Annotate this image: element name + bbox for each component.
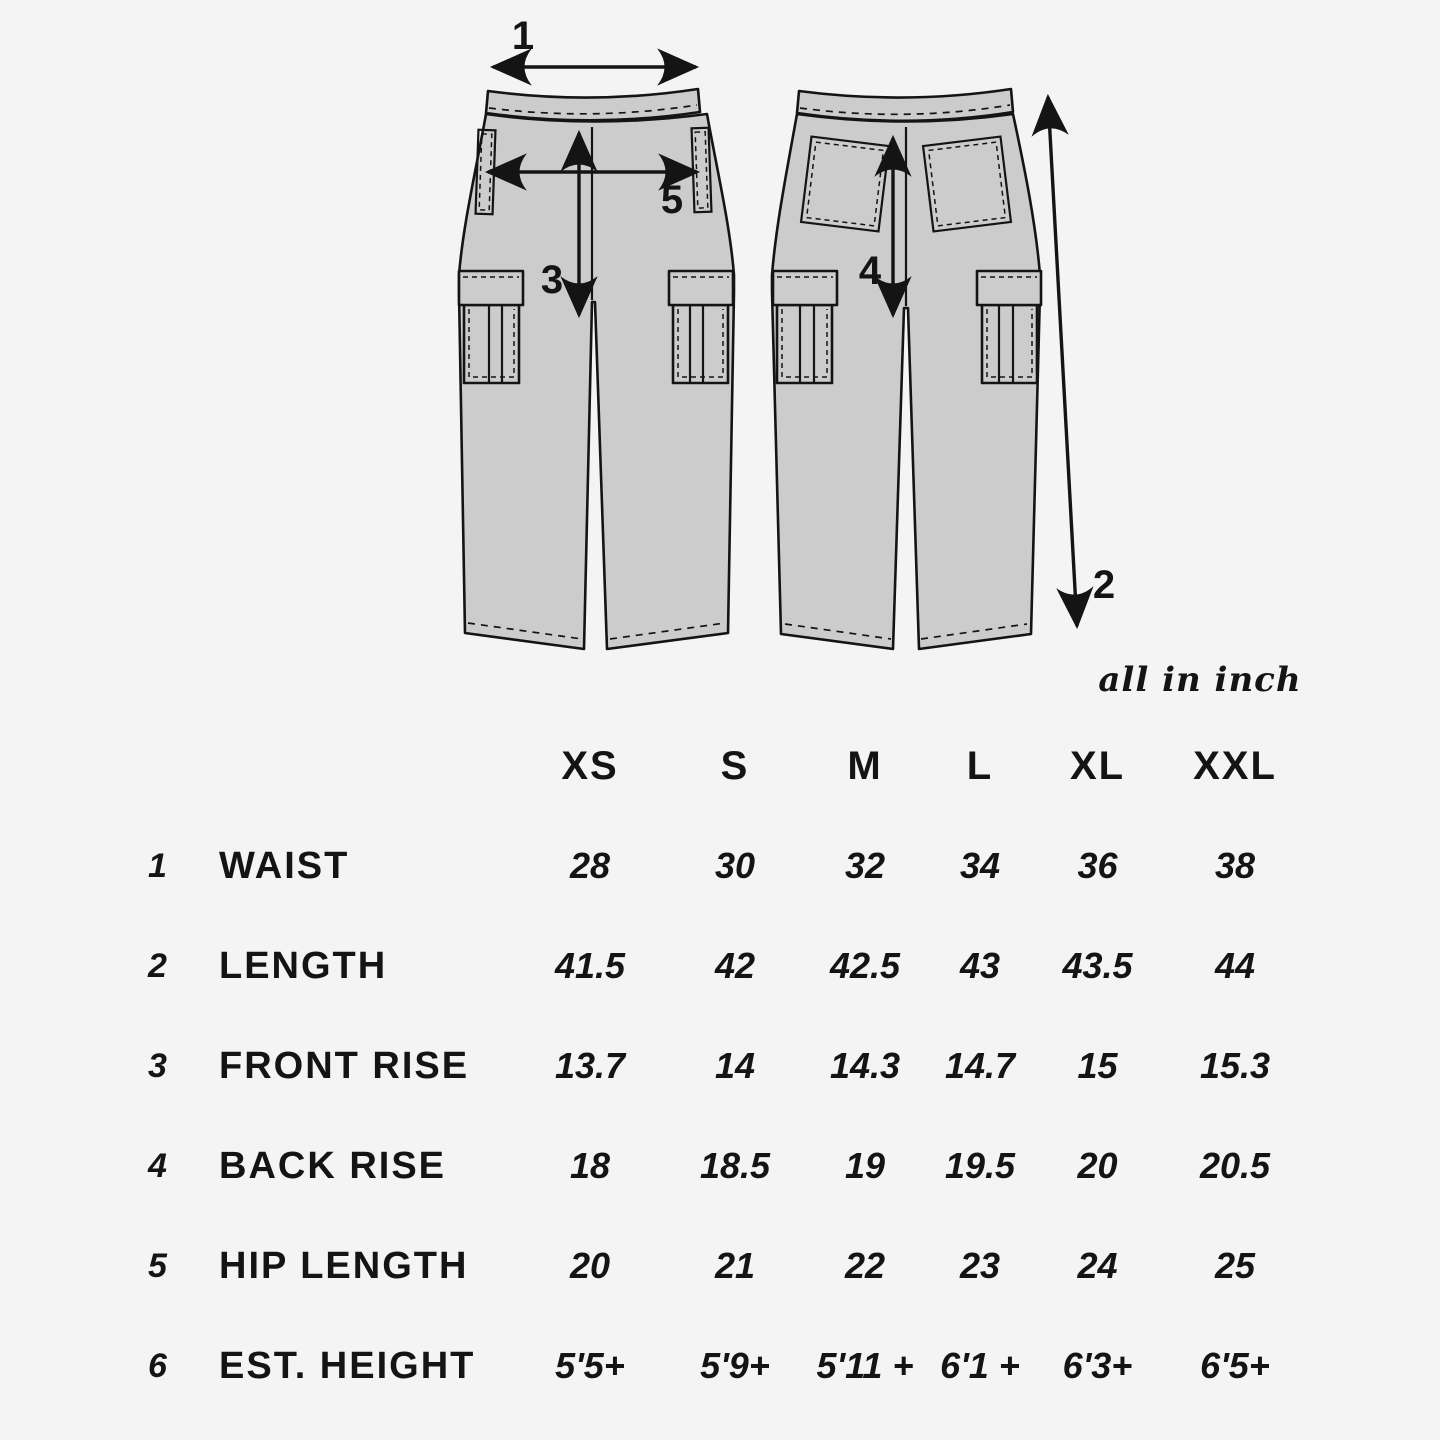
size-value: 14 bbox=[714, 1045, 756, 1086]
size-value: 41.5 bbox=[554, 945, 626, 986]
size-value: 22 bbox=[844, 1245, 886, 1286]
size-col-header-xxl: XXL bbox=[1193, 743, 1277, 788]
row-number: 1 bbox=[148, 846, 167, 885]
size-value: 19.5 bbox=[944, 1145, 1016, 1186]
size-value: 19 bbox=[844, 1145, 886, 1186]
length-arrow bbox=[1048, 97, 1077, 626]
size-value: 44 bbox=[1214, 945, 1256, 986]
size-value: 34 bbox=[959, 845, 1001, 886]
size-value: 25 bbox=[1214, 1245, 1256, 1286]
size-value: 6'1 + bbox=[940, 1345, 1020, 1386]
measure-label: HIP LENGTH bbox=[219, 1244, 469, 1287]
size-value: 15.3 bbox=[1199, 1045, 1271, 1086]
size-value: 5'9+ bbox=[700, 1345, 770, 1386]
size-value: 21 bbox=[714, 1245, 756, 1286]
size-col-header-xl: XL bbox=[1069, 743, 1126, 788]
size-value: 42.5 bbox=[829, 945, 901, 986]
size-value: 42 bbox=[714, 945, 756, 986]
size-value: 38 bbox=[1214, 845, 1256, 886]
row-number: 6 bbox=[148, 1346, 167, 1385]
size-value: 23 bbox=[959, 1245, 1001, 1286]
size-col-header-l: L bbox=[966, 743, 994, 788]
size-value: 24 bbox=[1077, 1245, 1118, 1286]
size-value: 14.7 bbox=[944, 1045, 1016, 1086]
row-number: 3 bbox=[148, 1046, 167, 1085]
size-value: 28 bbox=[569, 845, 611, 886]
size-value: 5'11 + bbox=[816, 1345, 914, 1386]
callout-hip-length: 5 bbox=[660, 178, 684, 222]
measure-label: EST. HEIGHT bbox=[219, 1344, 476, 1387]
measure-label: LENGTH bbox=[219, 944, 388, 987]
size-value: 18 bbox=[569, 1145, 611, 1186]
row-number: 2 bbox=[148, 946, 167, 985]
size-col-header-m: M bbox=[847, 743, 883, 788]
row-number: 5 bbox=[148, 1246, 167, 1285]
callout-back-rise: 4 bbox=[858, 249, 882, 293]
size-value: 43.5 bbox=[1062, 945, 1133, 986]
pants-back-drawing bbox=[772, 89, 1041, 649]
size-table bbox=[130, 716, 1310, 1416]
size-col-header-xs: XS bbox=[561, 743, 619, 788]
callout-length: 2 bbox=[1092, 563, 1116, 607]
row-number: 4 bbox=[148, 1146, 167, 1185]
measure-label: BACK RISE bbox=[219, 1144, 447, 1187]
size-value: 20 bbox=[1077, 1145, 1118, 1186]
callout-front-rise: 3 bbox=[540, 258, 564, 302]
measure-label: WAIST bbox=[219, 844, 350, 887]
size-value: 20 bbox=[569, 1245, 611, 1286]
size-value: 13.7 bbox=[554, 1045, 626, 1086]
size-value: 14.3 bbox=[829, 1045, 901, 1086]
size-value: 36 bbox=[1077, 845, 1118, 886]
size-value: 43 bbox=[959, 945, 1001, 986]
size-value: 15 bbox=[1077, 1045, 1118, 1086]
size-value: 20.5 bbox=[1199, 1145, 1271, 1186]
callout-waist: 1 bbox=[511, 14, 535, 58]
size-value: 30 bbox=[714, 845, 756, 886]
unit-note: all in inch bbox=[1098, 660, 1302, 700]
measure-label: FRONT RISE bbox=[219, 1044, 470, 1087]
size-value: 5'5+ bbox=[555, 1345, 625, 1386]
size-value: 6'5+ bbox=[1200, 1345, 1270, 1386]
size-value: 32 bbox=[844, 845, 886, 886]
size-value: 6'3+ bbox=[1062, 1345, 1133, 1386]
size-value: 18.5 bbox=[699, 1145, 771, 1186]
size-col-header-s: S bbox=[720, 743, 750, 788]
